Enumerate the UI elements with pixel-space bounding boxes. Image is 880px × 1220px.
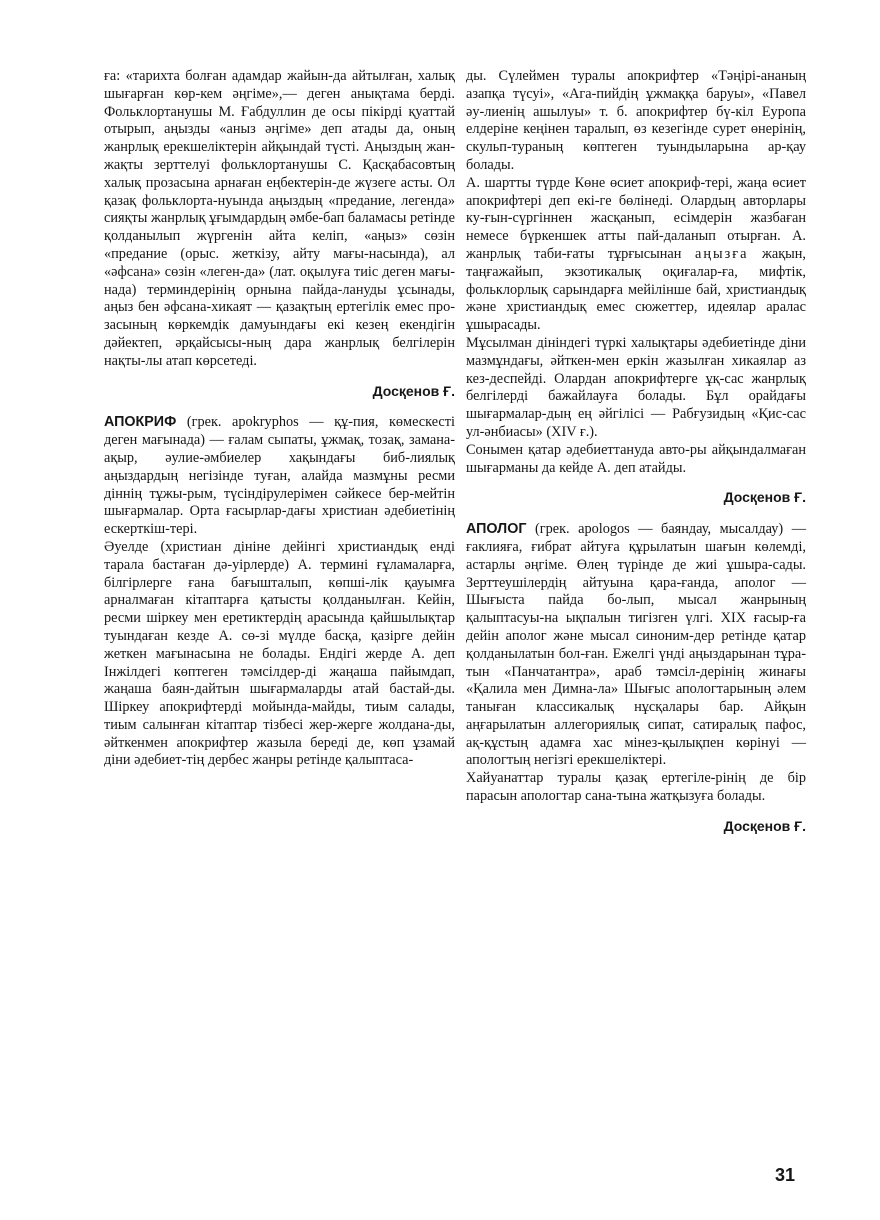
author-signature: Досқенов Ғ. <box>723 817 806 834</box>
page-number: 31 <box>775 1165 796 1185</box>
apokrif-types-text: А. шартты түрде Көне өсиет апокриф-тері, жаңа өсиет апокрифтері деп екі-ге бөлінеді. Олардың авторлары ку-ғын-сүргіннен жасқанып, есімдерін жазбаған немесе бүркеншек атты пай-даланып отырған. А. жанрлық таби-ғаты тұрғысынан <box>466 174 806 262</box>
paragraph-apokrif-types <box>466 175 806 335</box>
left-column <box>104 68 455 770</box>
paragraph-legend-intro: ға: «тарихта болған адамдар жайын-да айтылған, халық шығарған көр-кем әңгіме»,— деген анықтама берді. Фольклортанушы М. Ғабдуллин де осы пікірді қуаттай отырып, аңызды «аныз әңгіме» деп атады да, оның жанрлық ерекшеліктерін айқындай түсті. Аңыздың жан-жақты зерттелуі фольклортанушы С. Қасқабасовтың халық прозасына арнаған еңбектерін-де жүзеге асты. Ол қазақ фольклорта-нуында аңыздың «предание, легенда» сияқты жанрлық ұғымдардың әмбе-бап баламасы ретінде қолданылып жүргенін айта келіп, «аңыз» сөзін «предание (орыс. жеткізу, айту мағы-насында), ал «әфсана» сөзін «леген-да» (лат. оқылуға тиіс деген мағы-нада) терминдерінің орнына пайда-лануды ұсынады, аңыз бен әфсана-хикаят — қазақтың ертегілік емес про-засының көркемдік дамуындағы екі кезең екендігін дәйектеп, әрқайсысы-ның дара жанрлық белгілерін нақты-лы атап көрсетеді. <box>104 68 455 369</box>
entry-apokrif-definition <box>104 414 455 539</box>
apokrif-types-rest: жақын, таңғажайып, экзотикалық оқиғалар-ға, мифтік, фольклорлық сарындарға мейілінше бай, христиандық және христиандық емес сюжеттер, идеялар аралас ұшырасады. <box>466 245 807 334</box>
entry-apolog-definition <box>466 521 806 770</box>
paragraph-apokrif-history: Әуелде (христиан дініне дейінгі христиандық енді тарала бастаған дә-уірлерде) А. термині ғұламаларға, білгірлерге ғана бағышталып, көпші-лік қауымға арналмаған кітаптарға қатысты қолданылған. Кейін, ресми шіркеу мен еретиктердің арасында қайшылықтар туындаған кезде А. сө-зі мүлде басқа, қазірге дейін жеткен мағынасына не болады. Ендігі жерде А. деп Інжілдегі көптеген тәмсілдер-ді жаңаша пайымдап, жаңаша баян-дайтын шығармаларды атай бастай-ды. Шіркеу апокрифтерді мойында-майды, тиым салады, тиым салынған кітаптар тізбесі жер-жерге жолдана-ды, әйткенмен апокрифтер жазыла береді де, көп ұзамай діни әдебиет-тің дербес жанры ретінде қалыптаса- <box>104 538 455 769</box>
paragraph-apolog-kazakh: Хайуанаттар туралы қазақ ертегіле-рінің де бір парасын апологтар сана-тына жатқызуға болады. <box>466 770 806 805</box>
entry-title-apokrif: АПОКРИФ <box>104 414 177 431</box>
paragraph-apokrif-note: Сонымен қатар әдебиеттануда авто-ры айқындалмаған шығарманы да кейде А. деп атайды. <box>466 441 806 476</box>
right-column <box>466 68 806 850</box>
entry-apolog-text: (грек. apologos — баяндау, мысалдау) — ғаклияға, ғибрат айтуға құрылатын шағын көлемді, астарлы әңгіме. Өлең түрінде де жиі ұшыра-сады. Зерттеушілердің айтуына қара-ғанда, аполог — Шығыста пайда бо-лып, мысал жанрының қалыптасуы-на ықпалын тигізген үлгі. XIX ғасыр-ға дейін аполог және мысал синоним-дер ретінде қатар қолданылатын бол-ған. Ежелгі үнді аңыздарынан тұра-тын «Панчатантра», араб тәмсіл-дерінің жинағы «Қалила мен Димна-ла» Шығыс апологтарының әлем таныған классикалық нұсқалары бар. Айқын аңғарылатын аллегориялық сипат, сатиралық пафос, ақ-құстың адамға хас мінез-қылықпен көрінуі — апологтың негізгі ерекшеліктері. <box>466 521 806 769</box>
entry-title-apolog: АПОЛОГ <box>466 521 527 538</box>
spaced-emphasis-word: аңызға <box>694 245 749 262</box>
paragraph-apokrif-continuation: ды. Сүлеймен туралы апокрифтер «Тәңірі-ананың азапқа түсуі», «Ага-пийдің ұжмаққа баруы», «Павел әу-лиенің ашылуы» т. б. апокрифтер бү-кіл Еуропа елдеріне кеңінен таралып, өз кезегінде сурет өнерінің, скульп-тураның көптеген туындыларына ар-қау болады. <box>466 68 806 173</box>
paragraph-apokrif-turkic: Мұсылман дініндегі түркі халықтары әдебиетінде діни мазмұндағы, әйткен-мен еркін жазылған хикаялар аз кез-деспейді. Олардан апокрифтерге ұқ-сас жанрлық белгілерді бажайлауға болады. Бұл орайдағы шығармалар-дың ең әйгілісі — Рабғузидың «Қис-сас ул-әнбиасы» (XIV ғ.). <box>466 334 806 440</box>
author-signature: Досқенов Ғ. <box>723 489 806 506</box>
author-signature: Досқенов Ғ. <box>372 382 455 399</box>
entry-apokrif-text: (грек. apokryphos — құ-пия, көмескесті деген мағынада) — ғалам сыпаты, ұжмақ, тозақ, замана-ақыр, әулие-әмбиелер хақындағы биб-лиялық аңыздардың негізінде туған, алайда мазмұны ресми діннің тұжы-рым, түсіндірулерімен сәйкесе бер-мейтін шығармалар. Орта ғасырлар-дағы христиан әдебиетінің ескерткіш-тері. <box>104 414 455 538</box>
